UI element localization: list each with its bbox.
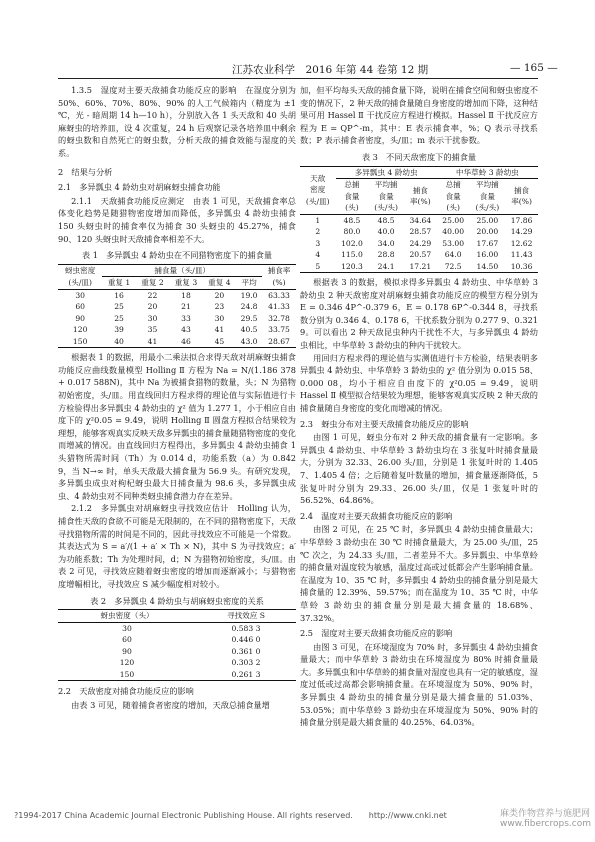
t1-cell: 28.67: [268, 336, 290, 346]
t2-header-density: 蚜虫密度（头）: [58, 610, 196, 623]
t1-cell: 29.5: [240, 313, 258, 323]
section-2-1-2: 2.1.2 多异瓢虫对胡麻蚜虫寻找效应估计 Holling 认为，捕食性天敌的食欲不可能是无限制的，在不同的猎物密度下，天敌寻找猎物所需的时间是不同的，因此寻找效应不可能是一个常数。其表达式为 S = a′/(1 + a′ × Th × N)，其中 S 为寻找效应；a′ 为功能系数；Th 为处理时间，d；N 为猎物初始密度，头/皿。由表 2 可见，寻找效应随着蚜虫密度的增加而逐渐减小；与猎物密度增幅相比，寻找效应 S 减少幅度相对较小。: [58, 503, 296, 589]
table-1: [58, 264, 296, 349]
t2-cell: 0.583 3: [231, 623, 261, 633]
t1-cell: 20: [214, 290, 225, 300]
t3-cell: 12.62: [510, 238, 533, 248]
hassel-paragraph: 加，但平均每头天敌的捕食量下降，说明在捕食空间和蚜虫密度不变的情况下，2 种天敌的捕食量随自身密度的增加而下降，这种结果可用 Hassel Ⅱ 干扰反应方程进行模拟。Hassel Ⅱ 干扰反应方程为 E = QP^-m，其中：E 表示捕食率，%；Q 表示寻找系数；P 表示捕食者密度，头/皿；m 表示干扰参数。: [300, 85, 538, 146]
t2-row: [58, 646, 296, 658]
t3-cell: 115.0: [341, 250, 363, 260]
chi-square-paragraph: 用回归方程求得的理论值与实测值进行卡方检验，结果表明多异瓢虫 4 龄幼虫、中华草蛉 3 龄幼虫的 χ² 值分别为 0.015 58、0.000 08，均小于相应自由度下的 χ²0.05 = 9.49，说明 Hassel Ⅱ 模型拟合结果较为理想，能够客观真实反映 2 种天敌的捕食量随自身密度的变化而增减的情况。: [300, 352, 538, 413]
t2-row: [58, 634, 296, 646]
section-1-3-5: 1.3.5 湿度对主要天敌捕食功能反应的影响 在湿度分别为 50%、60%、70%、80%、90% 的人工气候箱内（精度为 ±1 ℃，光 - 暗周期 14 h—10 h），分别放入各 1 头天敌和 40 头胡麻蚜虫的培养皿，设 4 次重复，24 h 后观察记录各培养皿中剩余的蚜虫数和自然死亡的蚜虫数，分析天敌的捕食效能与湿度的关系。: [58, 85, 296, 158]
t1-cell: 30: [75, 290, 85, 300]
section-2-2-start: 由表 3 可见，随着捕食者密度的增加，天敌总捕食量增: [71, 699, 270, 710]
table-1-caption: 表 1 多异瓢虫 4 龄幼虫在不同猎物密度下的捕食量: [81, 250, 273, 261]
t3-row: [300, 226, 538, 238]
t3-sub-rate-2: 捕食 率(%): [505, 179, 538, 215]
t3-cell: 28.8: [377, 250, 395, 260]
heading-2-2: 2.2 天敌密度对捕食功能反应的影响: [58, 686, 194, 697]
t3-sub-mean-2: 平均捕 食量 (头/头): [470, 179, 506, 215]
t2-row: [58, 622, 296, 634]
t3-cell: 102.0: [341, 238, 363, 248]
t3-header-lacewing: 中华草蛉 3 龄幼虫: [437, 166, 538, 179]
t3-cell: 16.00: [476, 250, 499, 260]
t1-cell: 20: [147, 302, 158, 312]
table-3-caption: 表 3 不同天敌密度下的捕食量: [361, 151, 477, 162]
t3-cell: 10.36: [510, 261, 533, 271]
t2-cell: 0.261 3: [231, 669, 261, 679]
t3-sub-mean-1: 平均捕 食量 (头/头): [368, 179, 404, 215]
page-number: — 165 —: [510, 62, 558, 74]
t1-header-group: 捕食量（头/皿）: [102, 264, 262, 277]
t1-cell: 41: [214, 325, 225, 335]
left-column: [58, 84, 296, 711]
t3-sub-total-1: 总捕 食量 (头): [336, 179, 369, 215]
t1-cell: 39: [114, 325, 124, 335]
t1-cell: 63.33: [268, 290, 290, 300]
t1-cell: 21: [181, 302, 191, 312]
t3-cell: 14.50: [476, 261, 499, 271]
section-2-4: 由图 2 可见，在 25 ℃ 时，多异瓢虫 4 龄幼虫捕食量最大；中华草蛉 3 龄幼虫在 30 ℃ 时捕食量最大，为 25.00 头/皿，25 ℃ 次之，为 24.33 头/皿，二者差异不大。多异瓢虫、中华草蛉的捕食量对温度较为敏感，温度过高或过低都会产生影响捕食量。在温度为 10、35 ℃ 时，多异瓢虫 4 龄幼虫的捕食量分别是最大捕食量的 12.39%、59.57%；而在温度为 10、35 ℃ 时，中华草蛉 3 龄幼虫的捕食量分别是最大捕食量的 18.68%、37.32%。: [300, 524, 538, 623]
t1-cell: 90: [75, 313, 85, 323]
t1-cell: 43.0: [240, 336, 258, 346]
section-2-3: 由图 1 可见，蚜虫分布对 2 种天敌的捕食量有一定影响。多异瓢虫 4 龄幼虫、中华草蛉 3 龄幼虫均在 3 张复叶时捕食量最大，分别为 32.33、26.00 头/皿，分别是 1 张复叶时的 1.405 7、1.405 4 倍；之后随着复叶数量的增加，捕食量逐渐降低，5 张复叶时分别为 29.33、26.00 头/皿，仅是 1 张复叶时的 56.52%、64.86%。: [300, 432, 538, 506]
running-header: [0, 62, 595, 82]
t3-row: [300, 261, 538, 273]
t2-cell: 30: [122, 623, 132, 633]
t3-cell: 17.21: [409, 261, 432, 271]
t3-cell: 3: [315, 238, 321, 248]
journal-title: 江苏农业科学 2016 年第 44 卷第 12 期: [232, 64, 429, 76]
t1-row: [58, 336, 296, 348]
t3-cell: 53.00: [442, 238, 465, 248]
t3-row: [300, 214, 538, 226]
t1-row: [58, 289, 296, 301]
t3-cell: 48.5: [343, 215, 361, 225]
t2-header-effect: 寻找效应 S: [196, 610, 296, 623]
t1-cell: 43: [181, 325, 191, 335]
t1-header-rate: 捕食率 (%): [262, 264, 296, 289]
t1-header-rep2: 重复 2: [136, 277, 169, 290]
right-column: [300, 84, 538, 729]
t2-cell: 90: [122, 646, 132, 656]
t1-cell: 25: [114, 302, 124, 312]
t3-cell: 48.5: [377, 215, 395, 225]
t2-cell: 0.446 0: [231, 635, 261, 645]
t3-cell: 34.0: [377, 238, 395, 248]
t1-header-density: 蚜虫密度 (头/皿): [58, 264, 102, 289]
section-2-5: 由图 3 可见，在环境湿度为 70% 时，多异瓢虫 4 龄幼虫捕食量最大；而中华草蛉 3 龄幼虫在环境湿度为 80% 时捕食量最大。多异瓢虫和中华草蛉的捕食量对湿度也具有一定的敏感度，湿度过低或过高都会影响捕食量。在环境湿度为 50%、90% 时，多异瓢虫 4 龄幼虫的捕食量分别是最大捕食量的 51.03%、53.05%；而中华草蛉 3 龄幼虫在环境湿度为 50%、90% 时的捕食量分别是最大捕食量的 40.25%、64.03%。: [300, 641, 538, 728]
t1-cell: 120: [72, 325, 88, 335]
holling-model-paragraph: 根据表 1 的数据，用最小二乘法拟合求得天敌对胡麻蚜虫捕食功能反应曲线数量模型 Holling Ⅱ 方程为 Na = N/(1.186 378 + 0.017 588N)，其中 Na 为被捕食猎物的数量，头；N 为猎物初始密度，头/皿。用直线回归方程求得的理论值与实际值进行卡方检验得出多异瓢虫 4 龄幼虫的 χ² 值为 1.277 1，小于相应自由度下的 χ²0.05 = 9.49，说明 Holling Ⅱ 圆盘方程拟合结果较为理想，能够客观真实反映天敌多异瓢虫的捕食量随猎物密度的变化而增减的情况。由直线回归方程得出，多异瓢虫 4 龄幼虫捕食 1 头猎物所需时间（Th）为 0.014 d，功能系数（a）为 0.842 9，当 N→∞ 时，单头天敌最大捕食量为 56.9 头。有研究发现，多异瓢虫成虫对枸杞蚜虫最大日捕食量为 98.6 头，多异瓢虫成虫、4 龄幼虫对不同种类蚜虫捕食潜力存在差异。: [58, 352, 296, 501]
heading-2-1: 2.1 多异瓢虫 4 龄幼虫对胡麻蚜虫捕食功能: [58, 182, 221, 193]
heading-results: 2 结果与分析: [58, 166, 113, 177]
t3-cell: 20.57: [409, 250, 432, 260]
t2-cell: 150: [119, 669, 135, 679]
t3-cell: 34.64: [409, 215, 432, 225]
t1-cell: 46: [181, 336, 191, 346]
t1-cell: 22: [147, 290, 158, 300]
t3-cell: 72.5: [444, 261, 462, 271]
t3-cell: 40.0: [377, 227, 395, 237]
t3-header-density: 天敌 密度 (头/皿): [300, 166, 336, 214]
watermark: 麻类作物营养与施肥网 www.fibercrops.com: [500, 809, 591, 829]
heading-2-5: 2.5 湿度对主要天敌捕食功能反应的影响: [300, 628, 453, 639]
heading-2-4: 2.4 温度对主要天敌捕食功能反应的影响: [300, 510, 453, 521]
heading-2-3: 2.3 蚜虫分布对主要天敌捕食功能反应的影响: [300, 418, 469, 429]
t1-cell: 35: [147, 325, 158, 335]
t1-header-mean: 平均: [236, 277, 262, 290]
table-3: [300, 166, 538, 274]
t3-sub-rate-1: 捕食 率(%): [404, 179, 437, 215]
t2-cell: 0.303 2: [231, 658, 261, 668]
t1-cell: 33: [181, 313, 191, 323]
t3-cell: 4: [315, 250, 321, 260]
t3-cell: 24.1: [377, 261, 395, 271]
t3-row: [300, 249, 538, 261]
t1-cell: 60: [75, 302, 85, 312]
t3-cell: 120.3: [341, 261, 363, 271]
t1-cell: 25: [114, 313, 124, 323]
t3-cell: 17.67: [476, 238, 499, 248]
t3-cell: 25.00: [442, 215, 465, 225]
table-2-caption: 表 2 多异瓢虫 4 龄幼虫与胡麻蚜虫密度的关系: [90, 595, 264, 606]
t1-cell: 40.5: [240, 325, 258, 335]
t2-cell: 60: [122, 635, 132, 645]
t2-row: [58, 669, 296, 681]
t1-cell: 33.75: [268, 325, 290, 335]
t1-cell: 19.0: [240, 290, 258, 300]
t3-cell: 25.00: [476, 215, 499, 225]
t3-sub-total-2: 总捕 食量 (头): [437, 179, 470, 215]
t3-cell: 24.29: [409, 238, 432, 248]
t3-cell: 2: [315, 227, 321, 237]
t1-header-rep4: 重复 4: [203, 277, 236, 290]
t3-cell: 17.86: [510, 215, 533, 225]
t1-cell: 16: [114, 290, 124, 300]
t3-row: [300, 238, 538, 250]
t3-cell: 20.00: [476, 227, 499, 237]
t1-cell: 41: [147, 336, 158, 346]
header-rule: [58, 78, 538, 79]
t1-cell: 30: [214, 313, 225, 323]
t2-row: [58, 657, 296, 669]
t1-cell: 23: [214, 302, 225, 312]
t1-row: [58, 313, 296, 325]
t1-row: [58, 301, 296, 313]
t1-cell: 18: [181, 290, 191, 300]
t3-cell: 64.0: [444, 250, 462, 260]
t3-cell: 28.57: [409, 227, 432, 237]
copyright-line: ?1994-2017 China Academic Journal Electronic Publishing House. All rights reserved. http://www.cnki.net: [14, 811, 447, 820]
t2-cell: 0.361 0: [231, 646, 261, 656]
t3-cell: 14.29: [510, 227, 533, 237]
t1-cell: 150: [72, 336, 88, 346]
t1-row: [58, 324, 296, 336]
t1-header-rep3: 重复 3: [169, 277, 202, 290]
t1-cell: 45: [214, 336, 225, 346]
t3-cell: 1: [315, 215, 321, 225]
t3-cell: 11.43: [510, 250, 533, 260]
t1-cell: 32.78: [268, 313, 290, 323]
t1-header-rep1: 重复 1: [102, 277, 135, 290]
interference-model-paragraph: 根据表 3 的数据，模拟求得多异瓢虫 4 龄幼虫、中华草蛉 3 龄幼虫 2 种天敌密度对胡麻蚜虫捕食功能反应的模型方程分别为 E = 0.346 4P^-0.379 6，E = 0.178 6P^-0.344 8，寻找系数分别为 0.346 4、0.178 6，干扰系数分别为 0.277 9、0.321 9。可以看出 2 种天敌昆虫种内干扰性不大，与多异瓢虫 4 龄幼虫相比，中华草蛉 3 龄幼虫的种内干扰较大。: [300, 277, 538, 351]
t1-cell: 41.33: [268, 302, 290, 312]
t3-cell: 40.00: [442, 227, 465, 237]
section-2-1-1: 2.1.1 天敌捕食功能反应测定 由表 1 可见，天敌捕食率总体变化趋势是随猎物密度增加而降低，多异瓢虫 4 龄幼虫捕食 150 头蚜虫时的捕食率仅为捕食 30 头蚜虫的 45.27%，捕食 90、120 头蚜虫时天敌捕食率相差不大。: [58, 195, 296, 244]
table-2: [58, 609, 296, 681]
t2-cell: 120: [119, 658, 135, 668]
t3-cell: 5: [315, 261, 321, 271]
t1-cell: 30: [147, 313, 158, 323]
t3-header-ladybird: 多异瓢虫 4 龄幼虫: [336, 166, 437, 179]
t3-cell: 80.0: [343, 227, 361, 237]
t1-cell: 24.8: [240, 302, 258, 312]
t1-cell: 40: [114, 336, 124, 346]
